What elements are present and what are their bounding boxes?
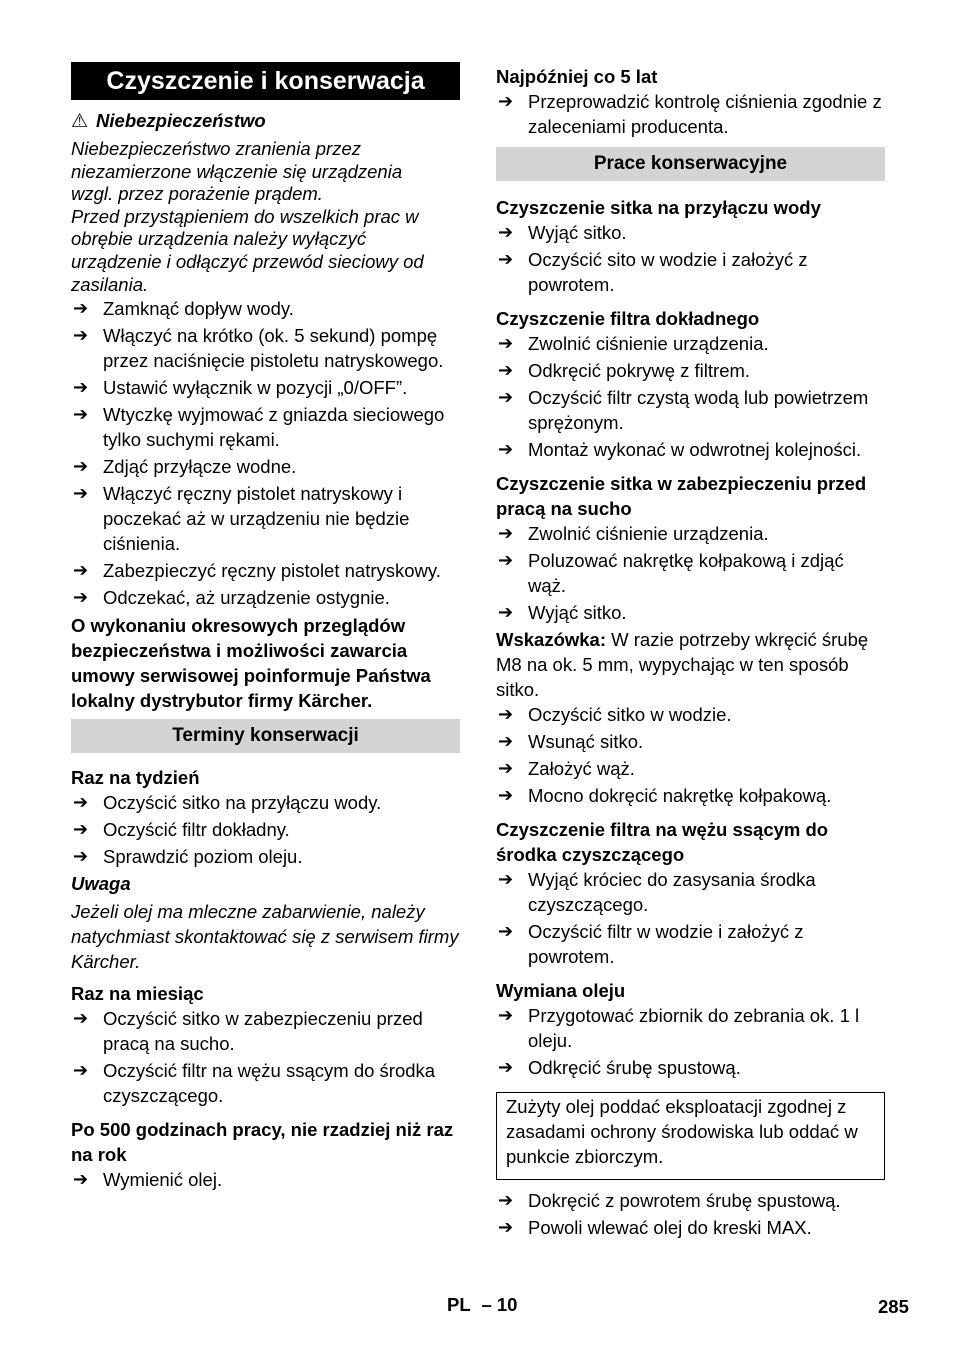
list-item: ➔ Oczyścić sitko w wodzie. [498,704,732,725]
danger-line: Przed przystąpieniem do wszelkich prac w [71,205,419,227]
suction-steps-list [496,867,885,969]
arrow-right-icon: ➔ [498,1190,514,1210]
list-item: ➔ Montaż wykonać w odwrotnej kolejności. [498,439,862,460]
list-item: ➔ Dokręcić z powrotem śrubę spustową. [498,1190,841,1211]
arrow-right-icon: ➔ [73,456,89,477]
danger-line: urządzenie i odłączyć przewód sieciowy od [71,250,424,272]
oil-steps-list [496,1003,885,1080]
list-item: ➔ Mocno dokręcić nakrętkę kołpakową. [498,785,832,806]
list-item: ➔ Przeprowadzić kontrolę ciśnienia zgodnie z zaleceniami producenta. [498,91,882,137]
dry-run-steps-list [496,521,885,625]
list-item: ➔ Zdjąć przyłącze wodne. [73,456,297,478]
arrow-right-icon: ➔ [498,222,514,242]
arrow-right-icon: ➔ [73,325,89,346]
list-item: ➔ Oczyścić filtr w wodzie i założyć z powrotem. [498,921,804,967]
list-item: ➔ Sprawdzić poziom oleju. [73,846,303,868]
arrow-right-icon: ➔ [498,550,514,570]
list-item: ➔ Włączyć na krótko (ok. 5 sekund) pompę przez naciśnięcie pistoletu natryskowego. [73,325,444,372]
arrow-right-icon: ➔ [73,560,89,581]
arrow-right-icon: ➔ [498,333,514,353]
hint-text: W razie potrzeby wkręcić śrubę M8 na ok. 5 mm, wypychając w ten sposób sitko. [496,629,869,700]
list-item: ➔ Wyjąć sitko. [498,602,627,623]
danger-line: zasilania. [71,273,149,295]
hours-title: Po 500 godzinach pracy, nie rzadziej niż raz na rok [71,1119,454,1166]
list-item: ➔ Zamknąć dopływ wody. [73,298,294,320]
arrow-right-icon: ➔ [73,846,89,867]
monthly-steps-list [71,1006,460,1108]
arrow-right-icon: ➔ [73,377,89,398]
hint-label: Wskazówka: [496,629,607,650]
sieve-water-title: Czyszczenie sitka na przyłączu wody [496,197,821,218]
list-item: ➔ Oczyścić filtr dokładny. [73,819,290,841]
right-column [496,64,885,1242]
dry-run-steps-list-2 [496,702,885,808]
arrow-right-icon: ➔ [73,1060,89,1081]
list-item: ➔ Wsunąć sitko. [498,731,644,752]
list-item: ➔ Oczyścić sitko w zabezpieczeniu przed pracą na sucho. [73,1008,423,1055]
list-item: ➔ Oczyścić filtr na wężu ssącym do środka czyszczącego. [73,1060,436,1107]
danger-title [71,109,460,134]
arrow-right-icon: ➔ [498,387,514,407]
danger-title-text: Niebezpieczeństwo [96,110,266,131]
arrow-right-icon: ➔ [498,360,514,380]
list-item: ➔ Powoli wlewać olej do kreski MAX. [498,1217,812,1238]
arrow-right-icon: ➔ [73,819,89,840]
oil-change-title: Wymiana oleju [496,980,626,1001]
note-title: Uwaga [71,873,131,895]
left-column [71,62,460,1194]
arrow-right-icon: ➔ [498,602,514,622]
danger-line: obrębie urządzenia należy wyłączyć [71,228,367,250]
list-item: ➔ Oczyścić sitko na przyłączu wody. [73,792,382,814]
arrow-right-icon: ➔ [498,249,514,269]
safety-steps-list [71,296,460,610]
list-item: ➔ Odkręcić pokrywę z filtrem. [498,360,751,381]
list-item: ➔ Założyć wąż. [498,758,635,779]
arrow-right-icon: ➔ [498,758,514,778]
hint-paragraph [496,627,885,702]
weekly-title: Raz na tydzień [71,767,200,789]
list-item: ➔ Zwolnić ciśnienie urządzenia. [498,523,769,544]
hours-steps-list [71,1167,460,1192]
arrow-right-icon: ➔ [73,792,89,813]
danger-line: niezamierzone włączenie się urządzenia [71,160,403,182]
suction-filter-title: Czyszczenie filtra na wężu ssącym do środka czyszczącego [496,819,829,865]
arrow-right-icon: ➔ [498,921,514,941]
list-item: ➔ Odkręcić śrubę spustową. [498,1057,741,1078]
arrow-right-icon: ➔ [73,404,89,425]
five-years-title: Najpóźniej co 5 lat [496,66,658,87]
list-item: ➔ Wtyczkę wyjmować z gniazda sieciowego tylko suchymi rękami. [73,404,445,451]
monthly-title: Raz na miesiąc [71,983,204,1005]
arrow-right-icon: ➔ [73,298,89,319]
oil-steps-list-2 [496,1188,885,1240]
weekly-steps-list [71,790,460,869]
danger-line: wzgl. przez porażenie prądem. [71,183,323,205]
fine-filter-steps-list [496,331,885,462]
section-heading: Czyszczenie i konserwacja [71,62,460,100]
arrow-right-icon: ➔ [498,1217,514,1237]
arrow-right-icon: ➔ [498,704,514,724]
danger-line: Niebezpieczeństwo zranienia przez [71,138,361,159]
list-item: ➔ Ustawić wyłącznik w pozycji „0/OFF”. [73,377,408,399]
list-item: ➔ Oczyścić filtr czystą wodą lub powietrzem sprężonym. [498,387,869,433]
page-number: 285 [878,1296,909,1317]
service-info: O wykonaniu okresowych przeglądów bezpieczeństwa i możliwości zawarcia umowy serwisowej poinformuje Państwa lokalny dystrybutor firmy Kärcher. [71,615,431,712]
arrow-right-icon: ➔ [498,523,514,543]
dry-run-title: Czyszczenie sitka w zabezpieczeniu przed pracą na sucho [496,473,867,519]
section-bar-maintenance-schedule: Terminy konserwacji [71,719,460,753]
arrow-right-icon: ➔ [498,785,514,805]
fine-filter-title: Czyszczenie filtra dokładnego [496,308,760,329]
environment-notice-box: Zużyty olej poddać eksploatacji zgodnej z zasadami ochrony środowiska lub oddać w punkcie zbiorczym. [496,1092,885,1180]
warning-triangle-icon: ⚠ [71,111,89,132]
list-item: ➔ Zwolnić ciśnienie urządzenia. [498,333,769,354]
list-item: ➔ Wymienić olej. [73,1169,223,1191]
footer-section-code [447,1294,517,1316]
list-item: ➔ Odczekać, aż urządzenie ostygnie. [73,587,390,609]
five-years-steps-list [496,89,885,139]
arrow-right-icon: ➔ [73,1169,89,1190]
list-item: ➔ Oczyścić sito w wodzie i założyć z powrotem. [498,249,808,295]
section-bar-maintenance-works: Prace konserwacyjne [496,147,885,181]
arrow-right-icon: ➔ [498,439,514,459]
section-page: – 10 [481,1294,518,1315]
arrow-right-icon: ➔ [498,1005,514,1025]
list-item: ➔ Zabezpieczyć ręczny pistolet natryskowy. [73,560,441,582]
arrow-right-icon: ➔ [498,1057,514,1077]
list-item: ➔ Przygotować zbiornik do zebrania ok. 1 l oleju. [498,1005,860,1051]
danger-text [71,138,460,296]
arrow-right-icon: ➔ [73,483,89,504]
arrow-right-icon: ➔ [73,587,89,608]
arrow-right-icon: ➔ [498,91,514,111]
language-code: PL [447,1294,471,1315]
arrow-right-icon: ➔ [73,1008,89,1029]
arrow-right-icon: ➔ [498,731,514,751]
list-item: ➔ Wyjąć sitko. [498,222,627,243]
list-item: ➔ Włączyć ręczny pistolet natryskowy i poczekać aż w urządzeniu nie będzie ciśnienia. [73,483,410,555]
sieve-water-steps-list [496,220,885,297]
arrow-right-icon: ➔ [498,869,514,889]
list-item: ➔ Poluzować nakrętkę kołpakową i zdjąć wąż. [498,550,844,596]
note-text: Jeżeli olej ma mleczne zabarwienie, należy natychmiast skontaktować się z serwisem firmy Kärcher. [71,901,459,973]
list-item: ➔ Wyjąć króciec do zasysania środka czyszczącego. [498,869,816,915]
